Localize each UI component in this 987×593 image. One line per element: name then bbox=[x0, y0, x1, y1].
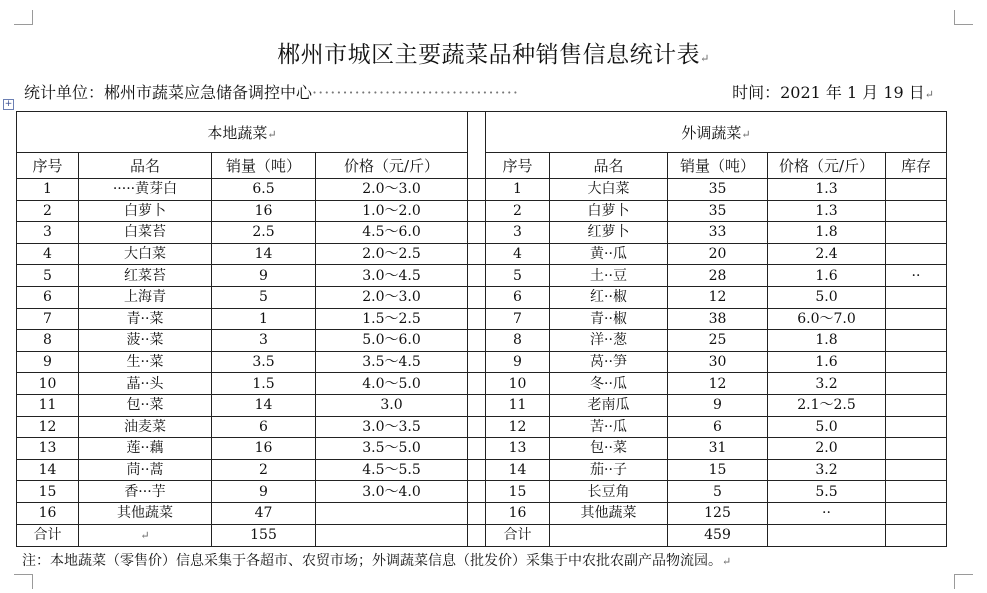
ext-qty-cell: 30 bbox=[668, 351, 768, 373]
table-row bbox=[17, 222, 947, 244]
ext-qty-cell: 33 bbox=[668, 222, 768, 244]
page-corner-mark-bottom-right bbox=[954, 574, 973, 589]
local-name-cell: 油麦菜 bbox=[79, 416, 212, 438]
document-title: 郴州市城区主要蔬菜品种销售信息统计表↵ bbox=[277, 42, 710, 68]
local-name-cell: 上海青 bbox=[79, 286, 212, 308]
ext-price-cell: 3.2 bbox=[768, 373, 886, 395]
table-separator-cell bbox=[468, 502, 486, 524]
col-header-ext-qty: 销量（吨） bbox=[668, 153, 768, 179]
local-qty-cell: 2 bbox=[212, 459, 316, 481]
ext-name-cell: 大白菜 bbox=[550, 179, 668, 201]
ext-stock-cell bbox=[886, 200, 947, 222]
ext-name-cell: 青··椒 bbox=[550, 308, 668, 330]
ext-name-cell: 老南瓜 bbox=[550, 394, 668, 416]
col-header-ext-name: 品名 bbox=[550, 153, 668, 179]
local-name-cell: 茼··蒿 bbox=[79, 459, 212, 481]
ext-qty-cell: 6 bbox=[668, 416, 768, 438]
ext-stock-cell bbox=[886, 222, 947, 244]
table-row bbox=[17, 200, 947, 222]
table-body bbox=[17, 179, 947, 525]
totals-empty-cell bbox=[316, 524, 468, 546]
page-corner-mark-top-right bbox=[954, 10, 973, 25]
ext-price-cell: 5.5 bbox=[768, 481, 886, 503]
totals-empty-cell bbox=[886, 524, 947, 546]
table-separator-cell bbox=[468, 286, 486, 308]
local-name-cell: ·····黄芽白 bbox=[79, 179, 212, 201]
page-corner-mark-top-left bbox=[14, 10, 33, 25]
ext-no-cell: 6 bbox=[486, 286, 550, 308]
totals-empty-cell: ↵ bbox=[79, 524, 212, 546]
table-separator-cell bbox=[468, 394, 486, 416]
local-qty-cell: 16 bbox=[212, 438, 316, 460]
table-separator-cell bbox=[468, 200, 486, 222]
ext-price-cell: 1.3 bbox=[768, 200, 886, 222]
local-price-cell: 3.0～4.5 bbox=[316, 265, 468, 287]
ext-qty-cell: 12 bbox=[668, 373, 768, 395]
local-qty-cell: 9 bbox=[212, 265, 316, 287]
local-qty-cell: 14 bbox=[212, 243, 316, 265]
table-separator-cell bbox=[468, 222, 486, 244]
table-move-anchor-icon[interactable]: + bbox=[4, 99, 13, 109]
table-row bbox=[17, 330, 947, 352]
ext-qty-cell: 5 bbox=[668, 481, 768, 503]
ext-price-cell: 1.6 bbox=[768, 265, 886, 287]
ext-no-cell: 4 bbox=[486, 243, 550, 265]
col-header-local-price: 价格（元/斤） bbox=[316, 153, 468, 179]
ext-price-cell: 5.0 bbox=[768, 286, 886, 308]
ext-price-cell: 2.4 bbox=[768, 243, 886, 265]
local-qty-cell: 16 bbox=[212, 200, 316, 222]
ext-name-cell: 红··椒 bbox=[550, 286, 668, 308]
local-name-cell: 红菜苔 bbox=[79, 265, 212, 287]
ext-stock-cell bbox=[886, 416, 947, 438]
ext-no-cell: 12 bbox=[486, 416, 550, 438]
ext-qty-cell: 20 bbox=[668, 243, 768, 265]
local-qty-cell: 5 bbox=[212, 286, 316, 308]
local-price-cell: 3.0 bbox=[316, 394, 468, 416]
ext-qty-cell: 125 bbox=[668, 502, 768, 524]
totals-empty-cell bbox=[768, 524, 886, 546]
col-header-ext-no: 序号 bbox=[486, 153, 550, 179]
ext-stock-cell bbox=[886, 502, 947, 524]
local-name-cell: 菠··菜 bbox=[79, 330, 212, 352]
table-row bbox=[17, 459, 947, 481]
ext-name-cell: 黄··瓜 bbox=[550, 243, 668, 265]
table-separator-cell bbox=[468, 416, 486, 438]
ext-stock-cell: ·· bbox=[886, 265, 947, 287]
local-qty-cell: 3 bbox=[212, 330, 316, 352]
footnote: 注：本地蔬菜（零售价）信息采集于各超市、农贸市场；外调蔬菜信息（批发价）采集于中农批农副产品物流园。↵ bbox=[22, 553, 732, 569]
local-name-cell: 莲··藕 bbox=[79, 438, 212, 460]
ext-no-cell: 1 bbox=[486, 179, 550, 201]
local-no-cell: 11 bbox=[17, 394, 79, 416]
table-row bbox=[17, 481, 947, 503]
totals-empty-cell bbox=[550, 524, 668, 546]
totals-row bbox=[17, 524, 947, 546]
table-separator-cell bbox=[468, 308, 486, 330]
vegetable-sales-table bbox=[16, 111, 947, 547]
ext-no-cell: 15 bbox=[486, 481, 550, 503]
local-qty-cell: 6.5 bbox=[212, 179, 316, 201]
table-separator-cell bbox=[468, 481, 486, 503]
totals-local-qty: 155 bbox=[212, 524, 316, 546]
ext-name-cell: 苦··瓜 bbox=[550, 416, 668, 438]
table-row bbox=[17, 265, 947, 287]
local-no-cell: 8 bbox=[17, 330, 79, 352]
ext-price-cell: 3.2 bbox=[768, 459, 886, 481]
ext-price-cell: 1.6 bbox=[768, 351, 886, 373]
ext-no-cell: 10 bbox=[486, 373, 550, 395]
table-row bbox=[17, 394, 947, 416]
local-qty-cell: 3.5 bbox=[212, 351, 316, 373]
local-qty-cell: 14 bbox=[212, 394, 316, 416]
ext-name-cell: 白萝卜 bbox=[550, 200, 668, 222]
table-separator-cell bbox=[468, 459, 486, 481]
local-no-cell: 5 bbox=[17, 265, 79, 287]
statistics-unit: 统计单位：郴州市蔬菜应急储备调控中心·································· bbox=[24, 83, 519, 102]
ext-stock-cell bbox=[886, 243, 947, 265]
ext-stock-cell bbox=[886, 286, 947, 308]
local-qty-cell: 1 bbox=[212, 308, 316, 330]
ext-no-cell: 14 bbox=[486, 459, 550, 481]
local-name-cell: 包··菜 bbox=[79, 394, 212, 416]
table-separator-cell bbox=[468, 438, 486, 460]
table-row bbox=[17, 438, 947, 460]
table-separator-cell bbox=[468, 351, 486, 373]
local-name-cell: 蕌··头 bbox=[79, 373, 212, 395]
local-name-cell: 其他蔬菜 bbox=[79, 502, 212, 524]
local-price-cell: 3.0～3.5 bbox=[316, 416, 468, 438]
table-row bbox=[17, 179, 947, 201]
ext-price-cell: 6.0～7.0 bbox=[768, 308, 886, 330]
local-price-cell: 3.5～4.5 bbox=[316, 351, 468, 373]
local-no-cell: 14 bbox=[17, 459, 79, 481]
table-separator-cell bbox=[468, 265, 486, 287]
ext-stock-cell bbox=[886, 179, 947, 201]
local-price-cell: 3.0～4.0 bbox=[316, 481, 468, 503]
ext-qty-cell: 35 bbox=[668, 200, 768, 222]
ext-stock-cell bbox=[886, 330, 947, 352]
ext-stock-cell bbox=[886, 438, 947, 460]
table-row bbox=[17, 351, 947, 373]
local-price-cell: 2.0～3.0 bbox=[316, 179, 468, 201]
ext-name-cell: 红萝卜 bbox=[550, 222, 668, 244]
col-header-local-qty: 销量（吨） bbox=[212, 153, 316, 179]
ext-qty-cell: 31 bbox=[668, 438, 768, 460]
ext-no-cell: 16 bbox=[486, 502, 550, 524]
local-price-cell: 1.5～2.5 bbox=[316, 308, 468, 330]
local-no-cell: 15 bbox=[17, 481, 79, 503]
table-row bbox=[17, 243, 947, 265]
report-date: 时间：2021 年 1 月 19 日↵ bbox=[732, 83, 934, 102]
col-header-ext-price: 价格（元/斤） bbox=[768, 153, 886, 179]
local-price-cell: 2.0～2.5 bbox=[316, 243, 468, 265]
local-name-cell: 白菜苔 bbox=[79, 222, 212, 244]
local-no-cell: 2 bbox=[17, 200, 79, 222]
totals-label-local: 合计 bbox=[17, 524, 79, 546]
ext-price-cell: 1.8 bbox=[768, 222, 886, 244]
local-no-cell: 9 bbox=[17, 351, 79, 373]
local-price-cell: 1.0～2.0 bbox=[316, 200, 468, 222]
ext-qty-cell: 15 bbox=[668, 459, 768, 481]
local-name-cell: 白萝卜 bbox=[79, 200, 212, 222]
table-separator-cell bbox=[468, 373, 486, 395]
ext-no-cell: 5 bbox=[486, 265, 550, 287]
ext-qty-cell: 25 bbox=[668, 330, 768, 352]
ext-stock-cell bbox=[886, 351, 947, 373]
totals-label-external: 合计 bbox=[486, 524, 550, 546]
table-separator-cell bbox=[468, 524, 486, 546]
ext-name-cell: 莴··笋 bbox=[550, 351, 668, 373]
ext-no-cell: 3 bbox=[486, 222, 550, 244]
ext-stock-cell bbox=[886, 481, 947, 503]
local-vegetables-header: 本地蔬菜↵ bbox=[17, 112, 468, 153]
ext-price-cell: 2.0 bbox=[768, 438, 886, 460]
ext-name-cell: 土··豆 bbox=[550, 265, 668, 287]
local-price-cell: 4.0～5.0 bbox=[316, 373, 468, 395]
local-no-cell: 16 bbox=[17, 502, 79, 524]
local-no-cell: 4 bbox=[17, 243, 79, 265]
ext-stock-cell bbox=[886, 373, 947, 395]
local-name-cell: 大白菜 bbox=[79, 243, 212, 265]
ext-name-cell: 茄··子 bbox=[550, 459, 668, 481]
col-header-ext-stock: 库存 bbox=[886, 153, 947, 179]
ext-name-cell: 洋··葱 bbox=[550, 330, 668, 352]
ext-name-cell: 冬··瓜 bbox=[550, 373, 668, 395]
ext-no-cell: 11 bbox=[486, 394, 550, 416]
document-meta-line bbox=[24, 80, 934, 102]
local-price-cell bbox=[316, 502, 468, 524]
table-row bbox=[17, 502, 947, 524]
ext-price-cell: 5.0 bbox=[768, 416, 886, 438]
local-no-cell: 3 bbox=[17, 222, 79, 244]
ext-no-cell: 9 bbox=[486, 351, 550, 373]
local-qty-cell: 1.5 bbox=[212, 373, 316, 395]
ext-stock-cell bbox=[886, 459, 947, 481]
col-header-local-no: 序号 bbox=[17, 153, 79, 179]
ext-price-cell: ·· bbox=[768, 502, 886, 524]
local-price-cell: 5.0～6.0 bbox=[316, 330, 468, 352]
group-header-row bbox=[17, 112, 947, 153]
local-no-cell: 6 bbox=[17, 286, 79, 308]
local-price-cell: 2.0～3.0 bbox=[316, 286, 468, 308]
ext-no-cell: 13 bbox=[486, 438, 550, 460]
ext-price-cell: 2.1～2.5 bbox=[768, 394, 886, 416]
ext-name-cell: 长豆角 bbox=[550, 481, 668, 503]
page-corner-mark-bottom-left bbox=[14, 574, 33, 589]
ext-qty-cell: 35 bbox=[668, 179, 768, 201]
local-no-cell: 1 bbox=[17, 179, 79, 201]
local-price-cell: 3.5～5.0 bbox=[316, 438, 468, 460]
ext-stock-cell bbox=[886, 394, 947, 416]
local-no-cell: 7 bbox=[17, 308, 79, 330]
table-row bbox=[17, 286, 947, 308]
local-price-cell: 4.5～6.0 bbox=[316, 222, 468, 244]
ext-no-cell: 7 bbox=[486, 308, 550, 330]
local-price-cell: 4.5～5.5 bbox=[316, 459, 468, 481]
local-name-cell: 青··菜 bbox=[79, 308, 212, 330]
local-name-cell: 生··菜 bbox=[79, 351, 212, 373]
ext-stock-cell bbox=[886, 308, 947, 330]
local-no-cell: 12 bbox=[17, 416, 79, 438]
table-separator-cell bbox=[468, 330, 486, 352]
col-header-local-name: 品名 bbox=[79, 153, 212, 179]
ext-name-cell: 其他蔬菜 bbox=[550, 502, 668, 524]
ext-price-cell: 1.3 bbox=[768, 179, 886, 201]
local-qty-cell: 9 bbox=[212, 481, 316, 503]
table-row bbox=[17, 416, 947, 438]
ext-qty-cell: 28 bbox=[668, 265, 768, 287]
ext-qty-cell: 9 bbox=[668, 394, 768, 416]
local-name-cell: 香···芋 bbox=[79, 481, 212, 503]
external-vegetables-header: 外调蔬菜↵ bbox=[486, 112, 947, 153]
ext-no-cell: 8 bbox=[486, 330, 550, 352]
local-no-cell: 10 bbox=[17, 373, 79, 395]
table-separator-cell bbox=[468, 243, 486, 265]
totals-external-qty: 459 bbox=[668, 524, 768, 546]
ext-name-cell: 包··菜 bbox=[550, 438, 668, 460]
local-qty-cell: 6 bbox=[212, 416, 316, 438]
ext-qty-cell: 12 bbox=[668, 286, 768, 308]
ext-qty-cell: 38 bbox=[668, 308, 768, 330]
ext-price-cell: 1.8 bbox=[768, 330, 886, 352]
table-row bbox=[17, 373, 947, 395]
local-no-cell: 13 bbox=[17, 438, 79, 460]
local-qty-cell: 2.5 bbox=[212, 222, 316, 244]
table-separator-cell bbox=[468, 179, 486, 201]
table-separator-column bbox=[468, 112, 486, 179]
local-qty-cell: 47 bbox=[212, 502, 316, 524]
table-row bbox=[17, 308, 947, 330]
ext-no-cell: 2 bbox=[486, 200, 550, 222]
